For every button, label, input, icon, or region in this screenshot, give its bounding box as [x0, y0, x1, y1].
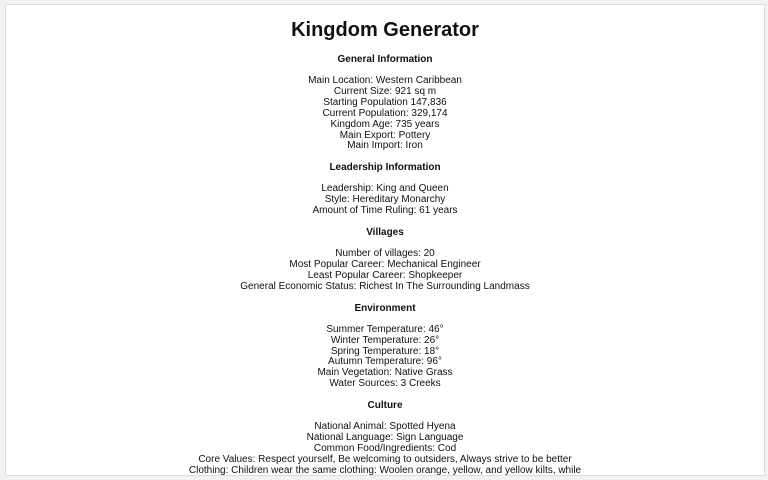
info-line: Leadership: King and Queen — [321, 183, 449, 195]
section-heading: Villages — [366, 227, 404, 239]
info-line: Kingdom Age: 735 years — [330, 118, 440, 130]
info-line: Summer Temperature: 46° — [326, 323, 444, 335]
info-line: Number of villages: 20 — [335, 248, 435, 260]
info-line: Main Vegetation: Native Grass — [317, 367, 453, 379]
info-line: Amount of Time Ruling: 61 years — [312, 205, 458, 217]
section-heading: Culture — [367, 400, 403, 412]
section-culture — [6, 400, 764, 476]
info-line: National Animal: Spotted Hyena — [314, 421, 456, 433]
info-line: Water Sources: 3 Creeks — [329, 378, 441, 390]
section-environment — [6, 303, 764, 390]
info-line: Main Import: Iron — [347, 140, 423, 152]
section-leadership-information — [6, 162, 764, 217]
info-line: Main Location: Western Caribbean — [308, 75, 462, 86]
section-heading: Environment — [354, 302, 416, 314]
info-line: Starting Population 147,836 — [323, 96, 447, 108]
section-heading: Leadership Information — [329, 162, 441, 174]
document-page — [5, 4, 765, 476]
info-line: General Economic Status: Richest In The Surrounding Landmass — [240, 280, 530, 292]
info-line: Common Food/Ingredients: Cod — [313, 442, 457, 454]
info-line: Autumn Temperature: 96° — [328, 356, 442, 368]
section-general-information — [6, 54, 764, 152]
section-heading: General Information — [337, 54, 433, 65]
info-line: Least Popular Career: Shopkeeper — [307, 269, 463, 281]
info-line: Clothing: Children wear the same clothing: Woolen orange, yellow, and yellow kilts, while — [188, 464, 582, 476]
info-line: National Language: Sign Language — [306, 432, 464, 444]
info-line: Most Popular Career: Mechanical Engineer — [289, 258, 481, 270]
info-line: Current Population: 329,174 — [322, 107, 448, 119]
info-line: Core Values: Respect yourself, Be welcoming to outsiders, Always strive to be better — [198, 453, 572, 465]
section-villages — [6, 227, 764, 293]
info-line: Current Size: 921 sq m — [333, 85, 437, 97]
info-line: Style: Hereditary Monarchy — [324, 194, 446, 206]
info-line: Main Export: Pottery — [339, 129, 431, 141]
info-line: Winter Temperature: 26° — [330, 334, 440, 346]
info-line: Spring Temperature: 18° — [330, 345, 440, 357]
page-title: Kingdom Generator — [291, 19, 479, 41]
